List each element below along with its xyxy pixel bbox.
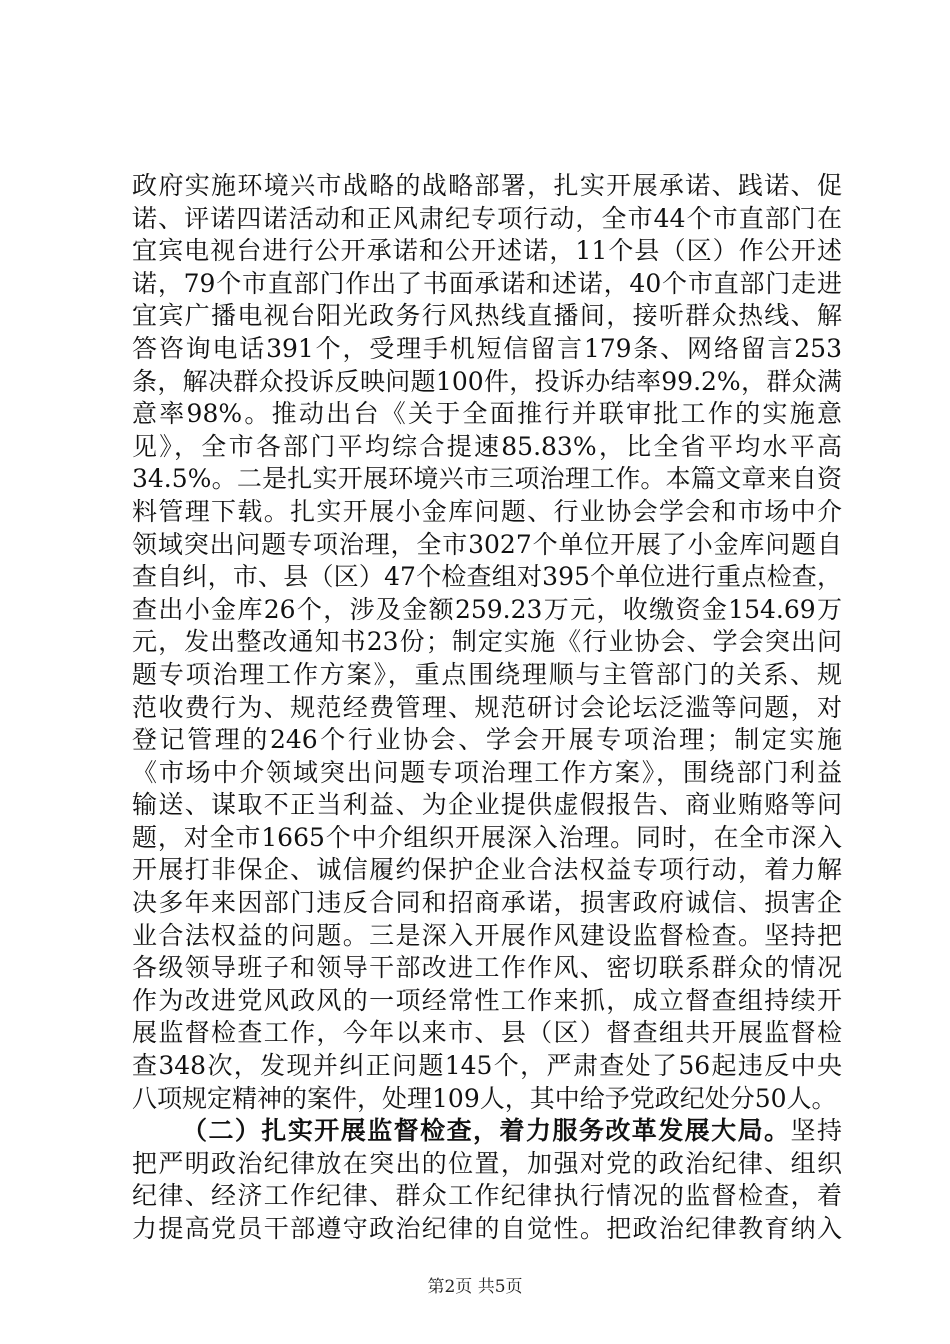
text-line: 作为改进党风政风的一项经常性工作来抓，成立督查组持续开 [132, 985, 842, 1015]
section-heading-line [132, 1115, 842, 1148]
text-line: 宜宾电视台进行公开承诺和公开述诺，11个县（区）作公开述 [132, 236, 842, 266]
text-line: 见》，全市各部门平均综合提速85.83%，比全省平均水平高 [132, 431, 842, 461]
text-line: 34.5%。二是扎实开展环境兴市三项治理工作。本篇文章来自资 [132, 464, 842, 494]
section-heading: （二）扎实开展监督检查，着力服务改革发展大局。 [182, 1116, 791, 1146]
text-line: 题专项治理工作方案》，重点围绕理顺与主管部门的关系、规 [132, 659, 842, 689]
text-line: 领域突出问题专项治理，全市3027个单位开展了小金库问题自 [132, 529, 842, 559]
text-line: 纪律、经济工作纪律、群众工作纪律执行情况的监督检查，着 [132, 1181, 842, 1211]
text-line: 《市场中介领域突出问题专项治理工作方案》，围绕部门利益 [132, 757, 842, 787]
text-line: 料管理下载。扎实开展小金库问题、行业协会学会和市场中介 [132, 496, 842, 526]
text-line: 诺，79个市直部门作出了书面承诺和述诺，40个市直部门走进 [132, 268, 842, 298]
text-line: 意率98%。推动出台《关于全面推行并联审批工作的实施意 [132, 399, 842, 429]
text-line: 把严明政治纪律放在突出的位置，加强对党的政治纪律、组织 [132, 1148, 842, 1178]
text-line: 决多年来因部门违反合同和招商承诺，损害政府诚信、损害企 [132, 888, 842, 918]
text-line: 题，对全市1665个中介组织开展深入治理。同时，在全市深入 [132, 822, 842, 852]
text-line: 查出小金库26个，涉及金额259.23万元，收缴资金154.69万 [132, 594, 842, 624]
text-line: 输送、谋取不正当利益、为企业提供虚假报告、商业贿赂等问 [132, 790, 842, 820]
text-line: 力提高党员干部遵守政治纪律的自觉性。把政治纪律教育纳入 [132, 1214, 842, 1243]
document-body [132, 170, 842, 1246]
text-line: 元，发出整改通知书23份；制定实施《行业协会、学会突出问 [132, 627, 842, 657]
text-line: 各级领导班子和领导干部改进工作作风、密切联系群众的情况 [132, 953, 842, 983]
text-line: 业合法权益的问题。三是深入开展作风建设监督检查。坚持把 [132, 920, 842, 950]
text-line: 政府实施环境兴市战略的战略部署，扎实开展承诺、践诺、促 [132, 171, 842, 200]
page-footer [0, 1272, 950, 1297]
text-line: 开展打非保企、诚信履约保护企业合法权益专项行动，着力解 [132, 855, 842, 885]
text-line: 宜宾广播电视台阳光政务行风热线直播间，接听群众热线、解 [132, 301, 842, 331]
text-line: 查自纠，市、县（区）47个检查组对395个单位进行重点检查， [132, 562, 842, 592]
text-line: 答咨询电话391个，受理手机短信留言179条、网络留言253 [132, 333, 842, 363]
text-line: 展监督检查工作，今年以来市、县（区）督查组共开展监督检 [132, 1018, 842, 1048]
text-line: 范收费行为、规范经费管理、规范研讨会论坛泛滥等问题，对 [132, 692, 842, 722]
page-number: 第2页 共5页 [427, 1277, 523, 1297]
text-line: 登记管理的246个行业协会、学会开展专项治理；制定实施 [132, 725, 842, 755]
text-line: 查348次，发现并纠正问题145个，严肃查处了56起违反中央 [132, 1051, 842, 1081]
text-line: 诺、评诺四诺活动和正风肃纪专项行动，全市44个市直部门在 [132, 203, 842, 233]
text-line: 八项规定精神的案件，处理109人，其中给予党政纪处分50人。 [132, 1083, 837, 1113]
section-first-line-rest: 坚持 [790, 1116, 842, 1146]
text-line: 条，解决群众投诉反映问题100件，投诉办结率99.2%，群众满 [132, 366, 842, 396]
